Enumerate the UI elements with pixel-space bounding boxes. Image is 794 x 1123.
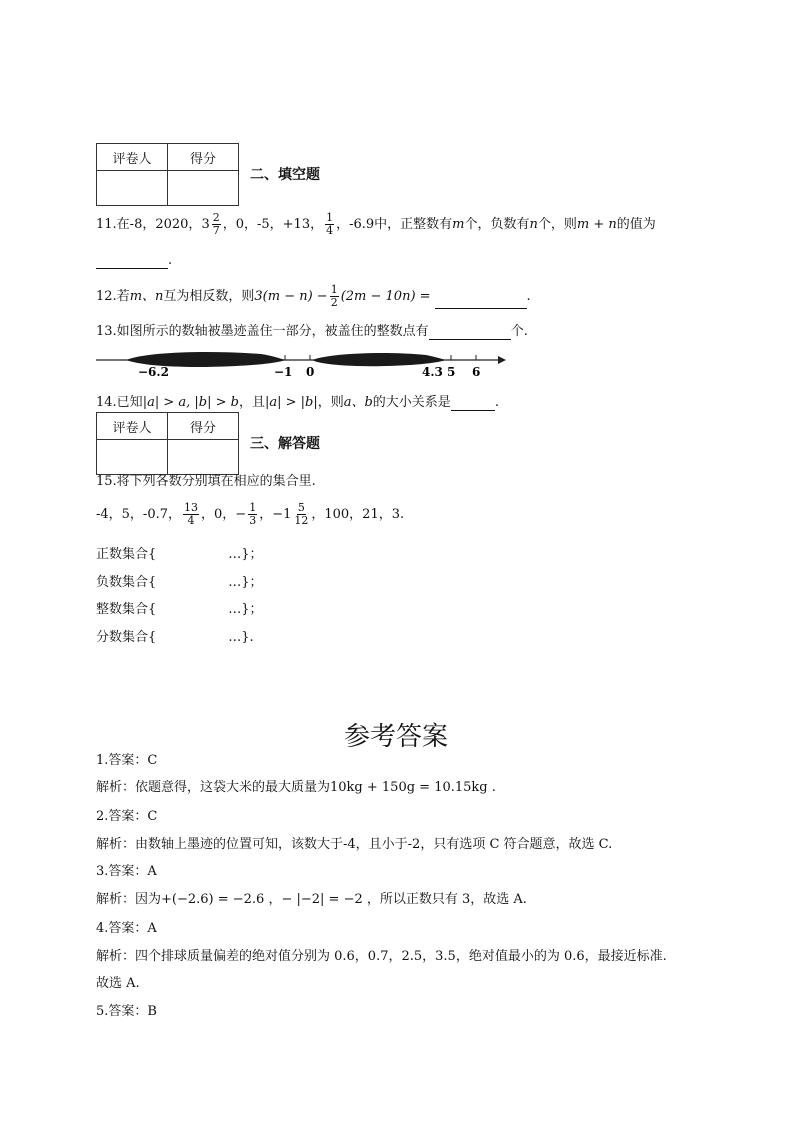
q11-fraction: $\frac{1}{4}$ — [326, 211, 334, 237]
set-integer: 整数集合{ …}； — [96, 602, 263, 617]
analysis-4-cont: 故选 A. — [96, 976, 140, 991]
score-header: 得分 — [168, 144, 239, 171]
set-fraction: 分数集合{ …}. — [96, 630, 254, 645]
q15-fraction-5-12: $\frac{5}{12}$ — [294, 501, 309, 527]
grader-cell-2 — [97, 440, 168, 475]
grader-header-2: 评卷人 — [97, 413, 168, 440]
q12-blank — [435, 292, 527, 309]
q13-blank — [429, 323, 511, 340]
question-11: 11.在-8，2020， 3 $\frac{2}{7}$ ，0，-5，+13， $\frac{1}{4}$ ，-6.9中，正整数有m个，负数有n个，则m + n的值为 — [96, 211, 656, 237]
label-6: 6 — [472, 365, 481, 379]
label-neg6-2: −6.2 — [138, 365, 169, 379]
answer-3: 3.答案：A — [96, 864, 157, 879]
question-15-numbers: -4，5，-0.7， $\frac{13}{4}$ ，0，− $\frac{1}{3}$ ，−1 $\frac{5}{12}$ ，100，21，3. — [96, 501, 405, 527]
q15-fraction-1-3: $\frac{1}{3}$ — [249, 501, 257, 527]
answer-4: 4.答案：A — [96, 921, 157, 936]
q14-blank — [451, 394, 495, 411]
section-2-title: 二、填空题 — [250, 167, 320, 183]
q11-blank — [96, 252, 168, 269]
answer-2: 2.答案：C — [96, 809, 158, 824]
q15-fraction-13-4: $\frac{13}{4}$ — [184, 501, 199, 527]
number-line-figure — [96, 348, 506, 380]
question-12: 12.若m、n互为相反数，则3(m − n) − $\frac{1}{2}$ (2m − 10n) = . — [96, 283, 531, 309]
set-positive: 正数集合{ …}； — [96, 547, 263, 562]
section-3-title: 三、解答题 — [250, 436, 320, 452]
label-neg1: −1 — [274, 365, 293, 379]
score-table-2 — [96, 412, 239, 475]
score-header-2: 得分 — [168, 413, 239, 440]
answers-title: 参考答案 — [344, 722, 449, 752]
q11-mixed-number: 3 $\frac{2}{7}$ — [201, 211, 220, 237]
question-14: 14.已知|a| > a, |b| > b，且|a| > |b|，则a、b的大小关系是 . — [96, 395, 499, 410]
analysis-1: 解析：依题意得，这袋大米的最大质量为10kg + 150g = 10.15kg . — [96, 780, 496, 795]
analysis-2: 解析：由数轴上墨迹的位置可知，该数大于-4，且小于-2，只有选项 C 符合题意，故选 C. — [96, 837, 613, 852]
score-cell-2 — [168, 440, 239, 475]
q11-answer-line: . — [96, 252, 172, 269]
analysis-4: 解析：四个排球质量偏差的绝对值分别为 0.6，0.7，2.5，3.5，绝对值最小的为 0.6，最接近标准. — [96, 949, 667, 964]
grader-cell — [97, 171, 168, 206]
score-cell — [168, 171, 239, 206]
set-negative: 负数集合{ …}； — [96, 575, 263, 590]
q11-prefix: 11.在-8，2020， — [96, 217, 202, 232]
score-table-1 — [96, 143, 239, 206]
label-0: 0 — [306, 365, 315, 379]
analysis-3: 解析：因为+(−2.6) = −2.6 ，− |−2| = −2 ，所以正数只有 3，故选 A. — [96, 892, 527, 907]
label-4-3: 4.3 — [422, 365, 443, 379]
q12-fraction: $\frac{1}{2}$ — [330, 283, 338, 309]
arrow-icon — [498, 356, 506, 364]
answer-5: 5.答案：B — [96, 1004, 157, 1019]
question-15-title: 15.将下列各数分别填在相应的集合里. — [96, 474, 316, 489]
answer-1: 1.答案：C — [96, 753, 158, 768]
grader-header: 评卷人 — [97, 144, 168, 171]
label-5: 5 — [447, 365, 456, 379]
question-13: 13.如图所示的数轴被墨迹盖住一部分，被盖住的整数点有 个. — [96, 324, 528, 339]
